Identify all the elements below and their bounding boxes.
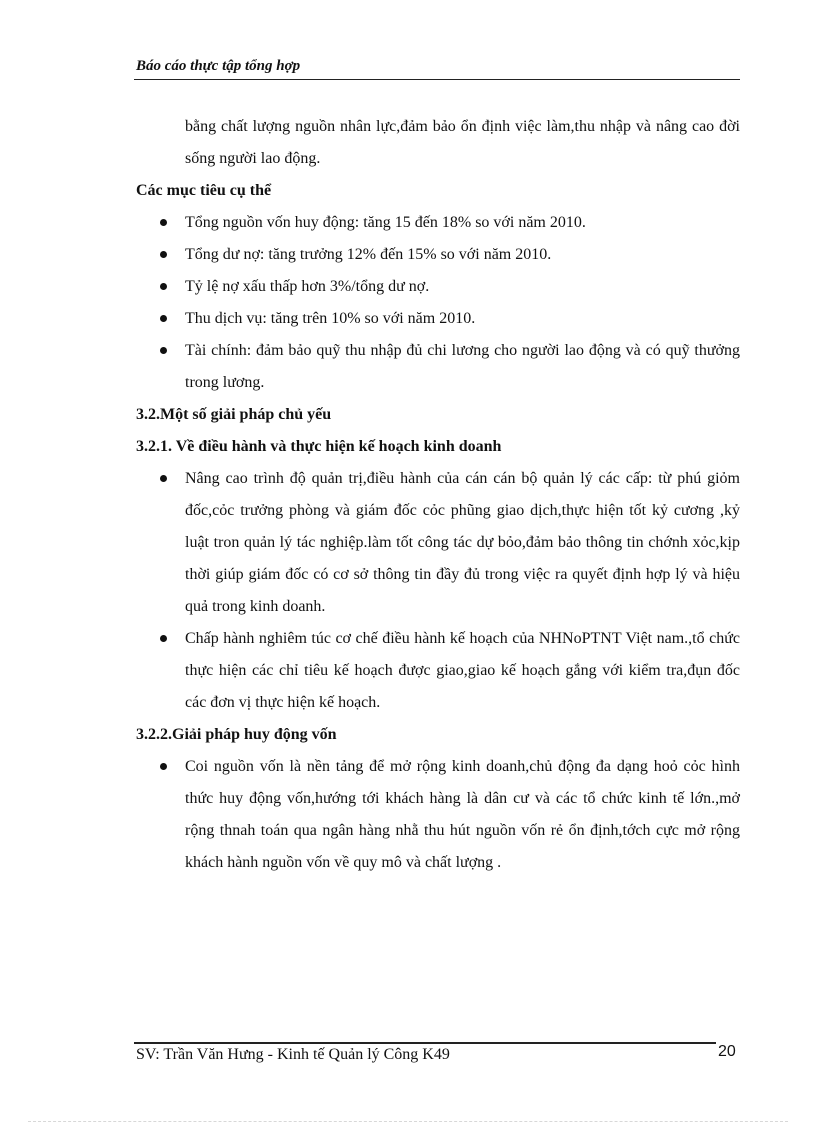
section-3-2-1-heading: 3.2.1. Về điều hành và thực hiện kế hoạch kinh doanh	[136, 438, 502, 455]
footer-divider	[134, 1042, 716, 1044]
bullet-icon	[160, 283, 167, 290]
list-item: Tổng nguồn vốn huy động: tăng 15 đến 18% so với năm 2010.	[136, 207, 740, 239]
list-item: Thu dịch vụ: tăng trên 10% so với năm 2010.	[136, 303, 740, 335]
document-body	[136, 111, 740, 879]
section-3-2-heading: 3.2.Một số giải pháp chủ yếu	[136, 406, 332, 423]
bullet-icon	[160, 635, 167, 642]
list-item: Coi nguồn vốn là nền tảng để mở rộng kinh doanh,chủ động đa dạng hoỏ cỏc hình thức huy động vốn,hướng tới khách hàng là dân cư và các tổ chức kinh tế lớn.,mở rộng thnah toán qua ngân hàng nhằ thu hút nguồn vốn rẻ ổn định,tớch cực mở rộng khách hành nguồn vốn về quy mô và chất lượng .	[136, 751, 740, 879]
targets-list	[136, 207, 740, 399]
bullet-icon	[160, 475, 167, 482]
bullet-icon	[160, 251, 167, 258]
page-edge-divider	[28, 1121, 788, 1122]
list-item: Nâng cao trình độ quản trị,điều hành của cán cán bộ quản lý các cấp: từ phú giỏm đốc,cỏc trưởng phòng và giám đốc cỏc phũng giao dịch,thực hiện tốt kỷ cương ,kỷ luật tron quản lý tác nghiệp.làm tốt công tác dự bỏo,đảm bảo thông tin chớnh xỏc,kịp thời giúp giám đốc có cơ sở thông tin đầy đủ trong việc ra quyết định hợp lý và hiệu quả trong kinh doanh.	[136, 463, 740, 623]
list-item: Chấp hành nghiêm túc cơ chế điều hành kế hoạch của NHNoPTNT Việt nam.,tổ chức thực hiện các chỉ tiêu kế hoạch được giao,giao kế hoạch gắng với kiểm tra,đụn đốc các đơn vị thực hiện kế hoạch.	[136, 623, 740, 719]
bullet-icon	[160, 347, 167, 354]
list-item: Tổng dư nợ: tăng trưởng 12% đến 15% so với năm 2010.	[136, 239, 740, 271]
section-3-2-1-list	[136, 463, 740, 719]
targets-heading: Các mục tiêu cụ thể	[136, 182, 272, 199]
list-item: Tỷ lệ nợ xấu thấp hơn 3%/tổng dư nợ.	[136, 271, 740, 303]
footer-author: SV: Trần Văn Hưng - Kinh tế Quản lý Công K49	[136, 1046, 450, 1063]
page-number: 20	[718, 1043, 736, 1060]
list-item: Tài chính: đảm bảo quỹ thu nhập đủ chi lương cho người lao động và có quỹ thưởng trong lương.	[136, 335, 740, 399]
section-3-2-2-list	[136, 751, 740, 879]
bullet-icon	[160, 315, 167, 322]
page-header-title: Báo cáo thực tập tổng hợp	[136, 58, 301, 74]
bullet-icon	[160, 763, 167, 770]
bullet-icon	[160, 219, 167, 226]
header-divider	[134, 79, 740, 80]
section-3-2-2-heading: 3.2.2.Giải pháp huy động vốn	[136, 726, 337, 743]
intro-paragraph: bằng chất lượng nguồn nhân lực,đảm bảo ổn định việc làm,thu nhập và nâng cao đời sống người lao động.	[185, 118, 740, 167]
